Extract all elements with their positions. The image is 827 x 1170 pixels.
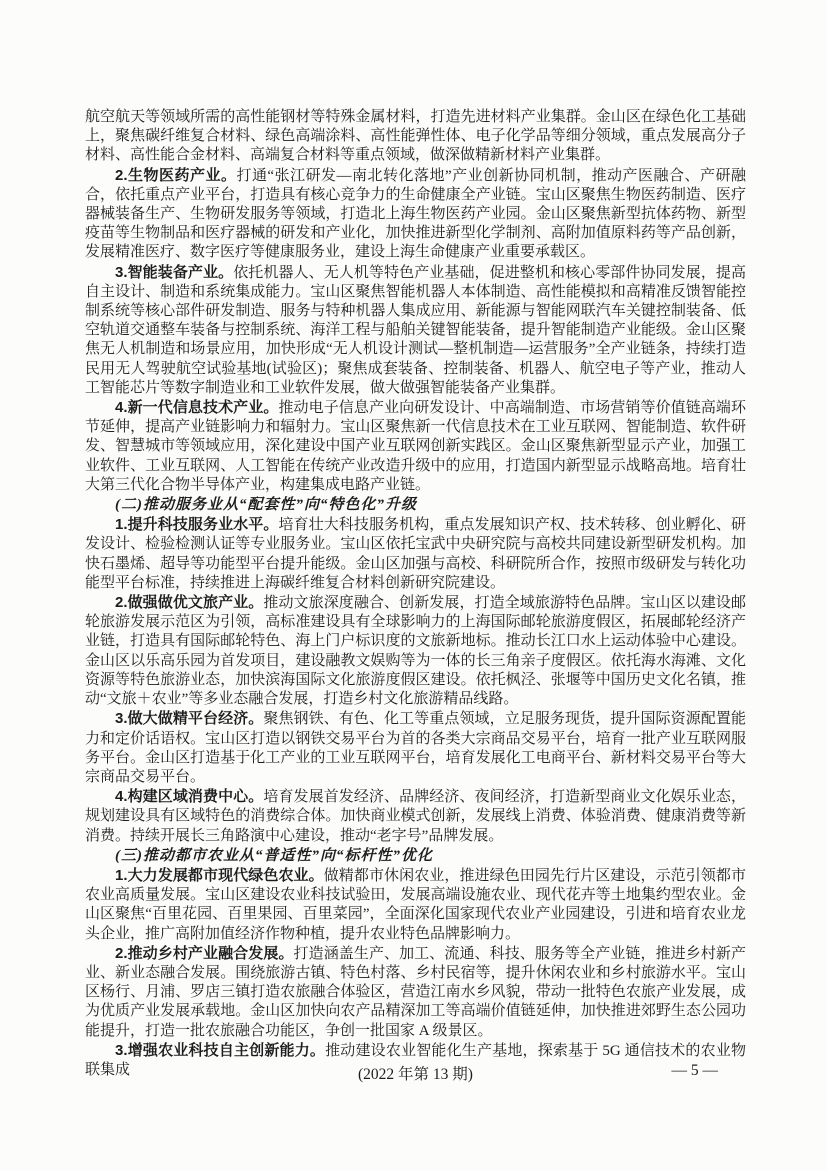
paragraph <box>85 495 746 515</box>
page-footer <box>85 1062 746 1084</box>
paragraph-lead: 4.构建区域消费中心。 <box>115 788 264 806</box>
journal-issue-label: (2022 年第 13 期) <box>358 1066 473 1083</box>
page-number: — 5 — <box>671 1062 718 1079</box>
paragraph-text: 推动电子信息产业向研发设计、中高端制造、市场营销等价值链高端环节延伸，提高产业链影响力和辐射力。宝山区聚焦新一代信息技术在工业互联网、智能制造、软件研发、智慧城市等领域应用，深化建设中国产业互联网创新实践区。金山区聚焦新型显示产业，加强工业软件、工业互联网、人工智能在传统产业改造升级中的应用，打造国内新型显示战略高地。培育壮大第三代化合物半导体产业，构建集成电路产业链。 <box>85 400 746 493</box>
paragraph <box>85 107 746 166</box>
paragraph-lead: 2.做强做优文旅产业。 <box>115 594 264 612</box>
paragraph-lead: 3.智能装备产业。 <box>115 263 234 281</box>
paragraph <box>85 944 746 1041</box>
document-body <box>85 107 746 1080</box>
paragraph-text: 依托机器人、无人机等特色产业基础，促进整机和核心零部件协同发展，提高自主设计、制造和系统集成能力。宝山区聚焦智能机器人本体制造、高性能模拟和高精准反馈智能控制系统等核心部件研发制造、服务与特种机器人集成应用、新能源与智能网联汽车关键控制装备、低空轨道交通整车装备与控制系统、海洋工程与船舶关键智能装备，提升智能制造产业能级。金山区聚焦无人机制造和场景应用，加快形成“无人机设计测试—整机制造—运营服务”全产业链条，持续打造民用无人驾驶航空试验基地(试验区)；聚焦成套装备、控制装备、机器人、航空电子等产业，推动人工智能芯片等数字制造业和工业软件发展，做大做强智能装备产业集群。 <box>85 264 746 396</box>
paragraph-lead: 2.生物医药产业。 <box>115 166 237 184</box>
paragraph <box>85 166 746 263</box>
paragraph-lead: 3.增强农业科技自主创新能力。 <box>115 1041 326 1059</box>
paragraph-text: 聚焦钢铁、有色、化工等重点领域，立足服务现货，提升国际资源配置能力和定价话语权。宝山区打造以钢铁交易平台为首的各类大宗商品交易平台，培育一批产业互联网服务平台。金山区打造基于化工产业的工业互联网平台，培育发展化工电商平台、新材料交易平台等大宗商品交易平台。 <box>85 711 746 785</box>
paragraph-text: 推动文旅深度融合、创新发展，打造全域旅游特色品牌。宝山区以建设邮轮旅游发展示范区为引领，高标准建设具有全球影响力的上海国际邮轮旅游度假区，拓展邮轮经济产业链，打造具有国际邮轮特色、海上门户标识度的文旅新地标。推动长江口水上运动体验中心建设。金山区以乐高乐园为首发项目，建设融教文娱购等为一体的长三角亲子度假区。依托海水海滩、文化资源等特色旅游业态，加快滨海国际文化旅游度假区建设。依托枫泾、张堰等中国历史文化名镇，推动“文旅＋农业”等多业态融合发展，打造乡村文化旅游精品线路。 <box>85 595 746 708</box>
paragraph-lead: 1.大力发展都市现代绿色农业。 <box>115 866 324 884</box>
paragraph-lead: 2.推动乡村产业融合发展。 <box>115 944 294 962</box>
paragraph <box>85 263 746 398</box>
paragraph <box>85 398 746 495</box>
paragraph-text: 做精都市休闲农业，推进绿色田园先行片区建设，示范引领都市农业高质量发展。宝山区建设农业科技试验田，发展高端设施农业、现代花卉等土地集约型农业。金山区聚焦“百里花园、百里果园、百里菜园”，全面深化国家现代农业产业园建设，引进和培育农业龙头企业，推广高附加值经济作物种植，提升农业特色品牌影响力。 <box>85 867 746 942</box>
paragraph-text: (二)推动服务业从“配套性”向“特色化”升级 <box>115 497 417 514</box>
paragraph-lead: 4.新一代信息技术产业。 <box>115 399 279 417</box>
paragraph <box>85 846 746 866</box>
paragraph <box>85 593 746 709</box>
paragraph-text: 培育发展首发经济、品牌经济、夜间经济，打造新型商业文化娱乐业态，规划建设具有区域特色的消费综合体。加快商业模式创新，发展线上消费、体验消费、健康消费等新消费。持续开展长三角路演中心建设，推动“老字号”品牌发展。 <box>85 789 746 844</box>
paragraph-text: (三)推动都市农业从“普适性”向“标杆性”优化 <box>115 847 433 864</box>
paragraph-lead: 3.做大做精平台经济。 <box>115 710 264 728</box>
paragraph <box>85 787 746 846</box>
paragraph-text: 航空航天等领域所需的高性能钢材等特殊金属材料，打造先进材料产业集群。金山区在绿色化工基础上，聚焦碳纤维复合材料、绿色高端涂料、高性能弹性体、电子化学品等细分领域，重点发展高分子材料、高性能合金材料、高端复合材料等重点领域，做深做精新材料产业集群。 <box>85 109 746 164</box>
paragraph-text: 培育壮大科技服务机构，重点发展知识产权、技术转移、创业孵化、研发设计、检验检测认证等专业服务业。宝山区依托宝武中央研究院与高校共同建设新型研发机构。加快石墨烯、超导等功能型平台提升能级。金山区加强与高校、科研院所合作，按照市级研发与转化功能型平台标准，持续推进上海碳纤维复合材料创新研究院建设。 <box>85 517 746 591</box>
paragraph-text: 打通“张江研发—南北转化落地”产业创新协同机制，推动产医融合、产研融合，依托重点产业平台，打造具有核心竞争力的生命健康全产业链。宝山区聚焦生物医药制造、医疗器械装备生产、生物研发服务等领域，打造北上海生物医药产业园。金山区聚焦新型抗体药物、新型疫苗等生物制品和医疗器械的研发和产业化，加快推进新型化学制剂、高附加值原料药等产品创新，发展精准医疗、数字医疗等健康服务业，建设上海生命健康产业重要承载区。 <box>85 167 746 261</box>
paragraph-lead: 1.提升科技服务业水平。 <box>115 516 279 534</box>
paragraph <box>85 515 746 593</box>
paragraph-text: 推动建设农业智能化生产基地，探索基于 5G 通信技术的农业物联集成 <box>85 1042 746 1078</box>
paragraph <box>85 866 746 944</box>
paragraph-text: 打造涵盖生产、加工、流通、科技、服务等全产业链，推进乡村新产业、新业态融合发展。围绕旅游古镇、特色村落、乡村民宿等，提升休闲农业和乡村旅游水平。宝山区杨行、月浦、罗店三镇打造农旅融合体验区，营造江南水乡风貌，带动一批特色农旅产业发展，成为优质产业发展承载地。金山区加快向农产品精深加工等高端价值链延伸，加快推进郊野生态公园功能提升，打造一批农旅融合功能区，争创一批国家 A 级景区。 <box>85 945 746 1039</box>
paragraph <box>85 709 746 787</box>
